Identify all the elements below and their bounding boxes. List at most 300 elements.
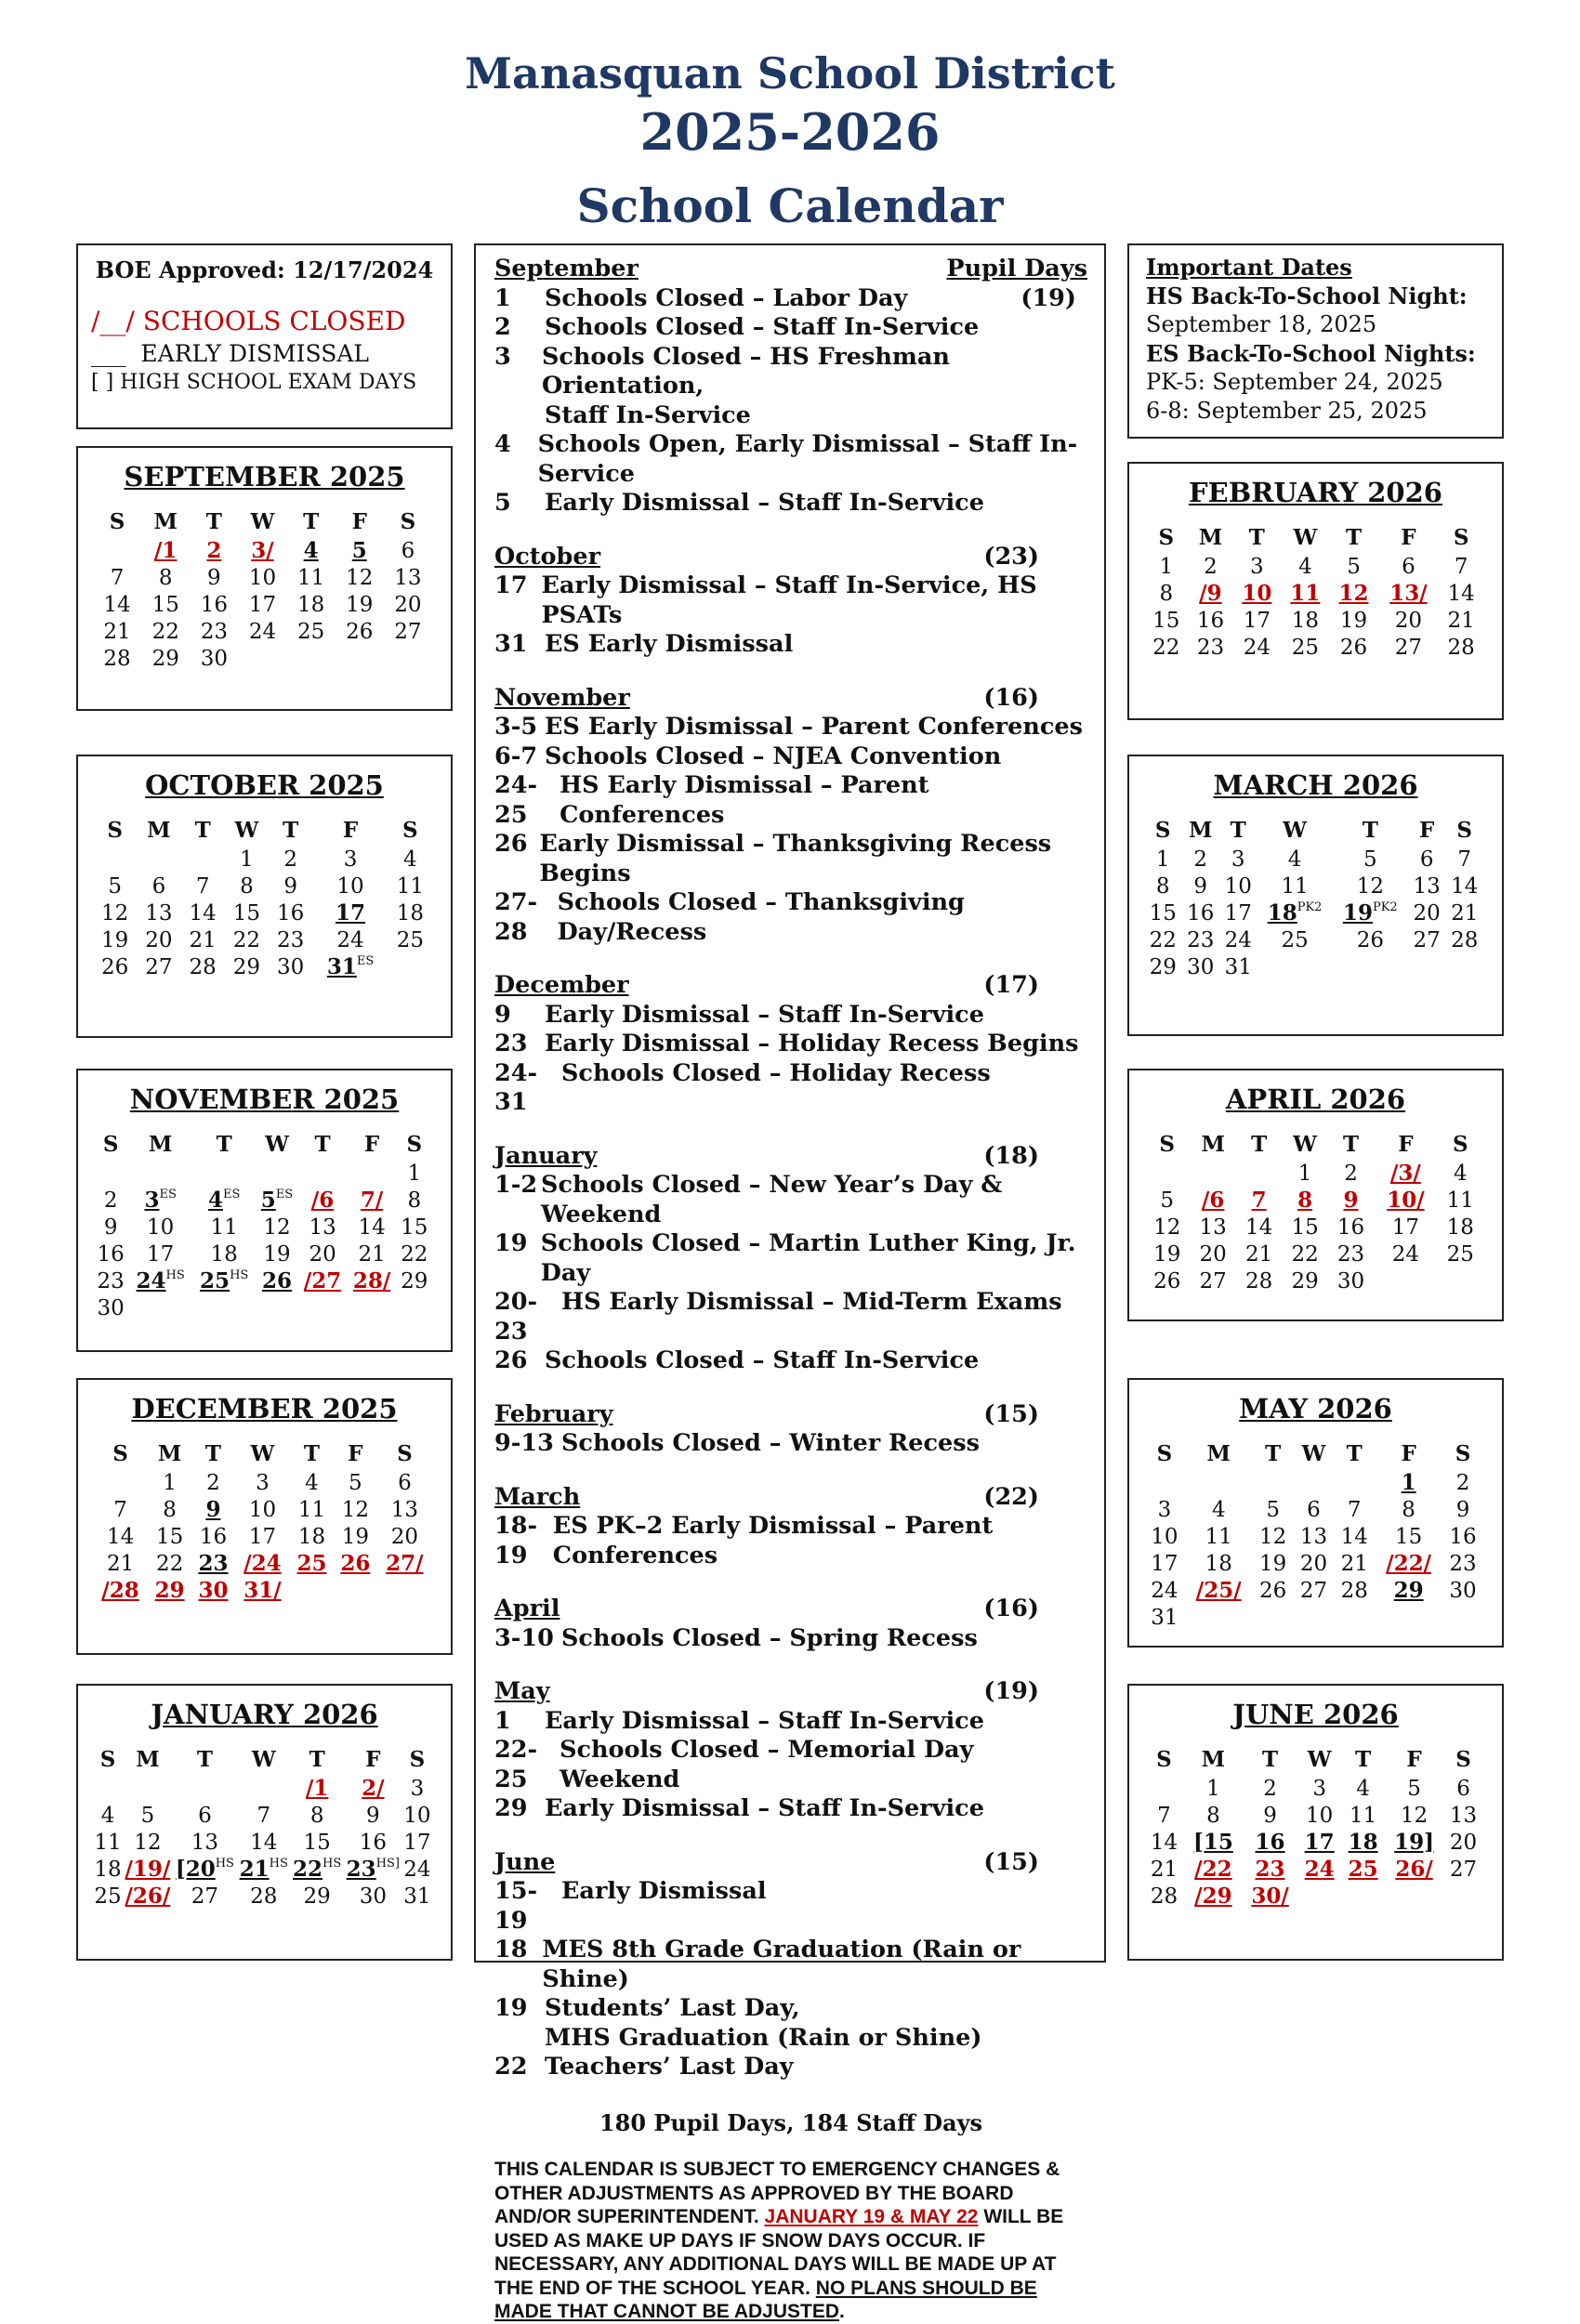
event-date: 29 <box>494 1794 528 1822</box>
day-cell <box>1190 1187 1235 1214</box>
day-number: /6 <box>1201 1188 1225 1213</box>
day-number: 12 <box>1338 581 1369 606</box>
notice-notice-end: . <box>839 2301 845 2322</box>
day-number: 4 <box>303 538 319 563</box>
month-section-may <box>494 1677 1087 1824</box>
week-row <box>1144 846 1483 873</box>
event-row <box>494 1229 1087 1288</box>
event-date: 19 <box>494 1994 528 2022</box>
month-calendar-title: MAY 2026 <box>1239 1393 1392 1425</box>
event-row <box>494 1624 1087 1654</box>
day-cell: 17 <box>403 1830 431 1855</box>
event-description: Schools Closed – New Year’s Day & Weekend <box>541 1171 1003 1228</box>
week-row <box>93 564 432 591</box>
day-cell <box>1375 1604 1442 1631</box>
weekday-label: F <box>1401 1440 1416 1466</box>
event-date: 27-28 <box>494 888 538 946</box>
day-cell <box>93 846 137 873</box>
weekday-label: T <box>1261 1746 1279 1772</box>
day-cell: 1 <box>240 847 254 872</box>
weekday-label: T <box>1355 1746 1372 1772</box>
day-number: 8 <box>1297 1188 1313 1213</box>
day-cell <box>1243 1883 1297 1910</box>
events-box <box>474 243 1106 2322</box>
day-cell <box>298 1267 348 1294</box>
month-calendar-december-2025 <box>76 1378 453 1655</box>
day-cell: 13 <box>394 565 422 590</box>
day-cell: 5 <box>1347 554 1361 579</box>
event-date: 1 <box>494 283 511 312</box>
week-row <box>93 1187 432 1214</box>
legend-early: ___ EARLY DISMISSAL <box>91 340 369 367</box>
day-cell: 21 <box>1451 900 1479 926</box>
weekday-label: T <box>1265 1440 1282 1466</box>
event-row <box>494 830 1087 888</box>
day-cell: 18 <box>297 1524 326 1549</box>
weekday-label: T <box>303 508 320 534</box>
day-number: 23 <box>1255 1857 1285 1882</box>
event-row <box>494 284 1087 314</box>
day-cell: 5 <box>1407 1776 1421 1801</box>
day-superscript: ES <box>356 954 375 968</box>
day-cell: 15 <box>155 1524 184 1549</box>
day-cell: 20 <box>394 592 422 617</box>
event-description: Staff In-Service <box>545 400 751 429</box>
day-cell: 29 <box>151 646 179 671</box>
day-cell: 17 <box>1224 900 1252 926</box>
event-description: Schools Closed – Labor Day <box>545 283 908 312</box>
day-number: 10 <box>1242 581 1272 606</box>
day-cell: 14 <box>106 1524 135 1549</box>
day-cell: 4 <box>100 1803 115 1828</box>
event-row <box>494 1736 1087 1794</box>
day-cell: 6 <box>398 1470 412 1495</box>
day-cell <box>192 1187 257 1214</box>
day-number: 13/ <box>1389 581 1428 606</box>
day-number: 25 <box>1348 1857 1378 1882</box>
day-cell: 28 <box>1340 1578 1368 1603</box>
event-date: 3-10 <box>494 1623 554 1652</box>
day-cell <box>1385 1856 1443 1883</box>
day-cell: 5 <box>1363 847 1377 872</box>
day-cell <box>235 1550 290 1577</box>
event-row <box>494 630 1087 660</box>
event-row <box>494 1288 1087 1346</box>
week-row <box>1144 953 1483 980</box>
weekday-label: M <box>157 1440 182 1466</box>
day-cell <box>173 1856 237 1883</box>
month-calendar-april-2026 <box>1127 1069 1504 1321</box>
event-description: ES PK–2 Early Dismissal – Parent Conferences <box>552 1512 994 1569</box>
day-cell <box>141 537 190 564</box>
month-heading <box>494 1483 1087 1513</box>
month-section-june <box>494 1848 1087 2082</box>
month-grid <box>1144 814 1483 980</box>
day-cell: 27 <box>191 1884 219 1909</box>
day-cell <box>1185 1469 1253 1496</box>
day-number: 17 <box>1304 1830 1335 1855</box>
event-description: Early Dismissal – Thanksgiving Recess Begins <box>539 830 1052 887</box>
day-cell: 1 <box>163 1470 177 1495</box>
day-cell: 19 <box>346 592 374 617</box>
day-cell <box>1144 1160 1190 1187</box>
week-row <box>93 537 432 564</box>
day-superscript: ES <box>222 1188 241 1201</box>
event-description: Schools Closed – Staff In-Service <box>545 313 980 341</box>
weekday-label: M <box>147 817 171 843</box>
month-name: June <box>494 1847 556 1876</box>
day-cell: 15 <box>1149 900 1177 926</box>
day-cell: 24 <box>403 1857 431 1882</box>
week-row <box>93 873 432 899</box>
day-cell: 29 <box>401 1268 428 1293</box>
day-number: 5 <box>260 1188 276 1213</box>
week-row <box>93 1214 432 1241</box>
day-cell <box>1253 1469 1294 1496</box>
day-cell <box>312 899 388 926</box>
day-cell <box>1232 580 1281 607</box>
day-cell <box>1445 953 1483 980</box>
day-number: 2 <box>206 538 222 563</box>
day-cell: 14 <box>1150 1830 1178 1855</box>
day-number: 2/ <box>362 1776 385 1801</box>
day-cell: 25 <box>296 619 325 644</box>
day-cell: 6 <box>151 873 166 899</box>
day-cell: 18 <box>296 592 325 617</box>
day-cell: 17 <box>1391 1215 1420 1240</box>
event-date: 31 <box>494 630 528 658</box>
week-row <box>1144 580 1483 607</box>
day-cell <box>128 1187 192 1214</box>
day-cell: 10 <box>336 873 364 899</box>
day-superscript: HS <box>230 1268 249 1282</box>
day-cell <box>173 1775 237 1802</box>
month-grid <box>93 1128 432 1321</box>
day-number: 22 <box>293 1857 323 1882</box>
day-cell <box>348 1187 397 1214</box>
day-cell: 2 <box>103 1188 118 1213</box>
day-cell: 26 <box>1153 1268 1181 1293</box>
day-cell: 25 <box>1281 927 1309 952</box>
day-cell: 21 <box>1150 1857 1178 1882</box>
day-cell: 8 <box>1206 1803 1220 1828</box>
day-cell <box>191 1577 235 1604</box>
day-cell: 2 <box>1263 1776 1277 1801</box>
weekday-header <box>93 1128 432 1160</box>
weekday-label: T <box>1346 1440 1363 1466</box>
event-row <box>494 1512 1087 1570</box>
day-cell: 31 <box>403 1884 431 1909</box>
day-cell: 28 <box>103 646 131 671</box>
day-cell: 7 <box>110 565 125 590</box>
day-cell <box>93 537 141 564</box>
event-row <box>494 343 1087 401</box>
day-superscript: PK2 <box>1372 900 1398 914</box>
weekday-label: F <box>348 1440 363 1466</box>
day-cell: 20 <box>390 1524 419 1549</box>
day-cell: 21 <box>1340 1551 1368 1576</box>
day-cell: 19 <box>100 927 129 952</box>
day-cell <box>377 1550 432 1577</box>
day-cell: 17 <box>248 1524 277 1549</box>
week-row <box>1144 634 1483 661</box>
month-heading <box>494 255 1087 284</box>
day-number: 7 <box>1251 1188 1267 1213</box>
day-cell: 30 <box>1336 1268 1365 1293</box>
day-cell: 28 <box>1150 1884 1178 1909</box>
weekday-label: M <box>153 508 178 534</box>
day-cell <box>1438 1267 1483 1294</box>
day-cell: 22 <box>155 1551 184 1576</box>
weekday-label: S <box>1455 1440 1471 1466</box>
day-number: /6 <box>310 1188 335 1213</box>
day-cell: 30 <box>97 1295 125 1320</box>
day-cell: 11 <box>396 873 424 899</box>
weekday-label: S <box>112 1440 128 1466</box>
day-cell: 2 <box>1204 554 1218 579</box>
day-cell: 9 <box>1263 1803 1277 1828</box>
month-name: May <box>494 1677 550 1705</box>
event-date: 22-25 <box>494 1736 538 1793</box>
day-cell: 10 <box>1224 873 1252 899</box>
month-calendar-november-2025 <box>76 1069 453 1352</box>
day-cell <box>287 537 336 564</box>
day-cell <box>384 645 432 672</box>
day-cell <box>1294 1469 1335 1496</box>
day-cell: 4 <box>403 847 417 872</box>
day-superscript: PK2 <box>1297 900 1323 914</box>
day-cell <box>256 1187 297 1214</box>
weekday-label: S <box>102 1131 119 1157</box>
day-cell <box>1329 580 1377 607</box>
event-description: Schools Closed – NJEA Convention <box>545 742 1002 770</box>
day-cell: 24 <box>248 619 277 644</box>
day-cell: 10 <box>147 1215 175 1240</box>
pupil-days-count: (15) <box>983 1847 1039 1876</box>
day-cell <box>1297 1856 1341 1883</box>
day-cell: 9 <box>1455 1497 1470 1522</box>
event-description: Early Dismissal – Staff In-Service <box>545 1794 984 1822</box>
day-cell: 14 <box>103 592 131 617</box>
month-calendar-january-2026 <box>76 1684 453 1961</box>
day-cell <box>128 1160 192 1187</box>
day-cell: 23 <box>1336 1241 1365 1267</box>
day-cell <box>298 1160 348 1187</box>
weekday-header <box>1144 521 1483 553</box>
weekday-label: F <box>363 1131 380 1157</box>
pupil-days-count: (18) <box>983 1141 1039 1170</box>
weekday-label: S <box>1158 524 1175 550</box>
event-description: Schools Closed – Holiday Recess <box>561 1058 991 1087</box>
month-grid <box>1144 521 1483 661</box>
event-row <box>494 1346 1087 1376</box>
day-cell <box>192 1294 257 1321</box>
day-cell: 27 <box>394 619 422 644</box>
day-cell: 31 <box>1224 954 1252 979</box>
event-description: Schools Closed – Staff In-Service <box>545 1346 980 1374</box>
day-superscript: HS <box>323 1857 342 1871</box>
day-cell: 26 <box>1356 927 1384 952</box>
day-cell: 13 <box>191 1830 219 1855</box>
event-description: ES Early Dismissal – Parent Conferences <box>545 713 1083 741</box>
day-cell: 10 <box>1306 1803 1334 1828</box>
day-number: /25/ <box>1195 1578 1242 1603</box>
day-cell: 9 <box>1193 873 1208 899</box>
day-cell: 11 <box>1205 1524 1232 1549</box>
weekday-label: W <box>1301 1440 1326 1466</box>
month-section-november <box>494 684 1087 948</box>
weekday-label: S <box>109 508 125 534</box>
weekday-label: F <box>1398 1131 1414 1157</box>
week-row <box>1144 873 1483 899</box>
day-cell: 13 <box>1413 873 1441 899</box>
day-cell: 22 <box>151 619 179 644</box>
day-cell <box>1189 580 1233 607</box>
day-number: 10/ <box>1387 1188 1425 1213</box>
month-calendar-june-2026 <box>1127 1684 1504 1961</box>
day-cell: 10 <box>1151 1524 1178 1549</box>
day-cell: 3 <box>256 1470 270 1495</box>
day-cell <box>1375 1550 1442 1577</box>
event-date: 19 <box>494 1229 528 1257</box>
day-number: /9 <box>1199 581 1222 606</box>
month-calendar-february-2026 <box>1127 462 1504 720</box>
event-date: 2 <box>494 313 511 341</box>
day-superscript: ES <box>275 1188 294 1201</box>
day-cell: 7 <box>1454 554 1468 579</box>
day-cell: 8 <box>1159 581 1174 606</box>
event-row <box>494 430 1087 489</box>
day-cell: 3 <box>1312 1776 1326 1801</box>
day-number: 4 <box>207 1188 223 1213</box>
week-row <box>1144 1523 1483 1550</box>
day-cell: 25 <box>1291 635 1320 660</box>
event-description: Early Dismissal <box>561 1877 767 1905</box>
day-cell: 29 <box>1149 954 1177 979</box>
day-cell <box>1184 1883 1243 1910</box>
week-row <box>1144 1577 1483 1604</box>
day-cell: 2 <box>1344 1161 1358 1186</box>
day-cell: 1 <box>1155 847 1170 872</box>
day-cell <box>312 953 388 980</box>
boe-approved: BOE Approved: 12/17/2024 <box>95 256 434 283</box>
day-number: 25 <box>200 1268 230 1293</box>
legend-box <box>76 243 453 429</box>
month-name: November <box>494 683 630 712</box>
day-number: /28 <box>101 1578 139 1603</box>
day-cell <box>1185 1577 1253 1604</box>
day-cell: 22 <box>1149 927 1177 952</box>
month-calendar-title: OCTOBER 2025 <box>145 769 384 801</box>
event-date: 26 <box>494 1346 528 1374</box>
week-row <box>93 618 432 645</box>
event-date: 4 <box>494 430 511 458</box>
week-row <box>93 953 432 980</box>
day-cell <box>298 1294 348 1321</box>
day-cell: 11 <box>1446 1188 1474 1213</box>
week-row <box>1144 1469 1483 1496</box>
day-cell: 28 <box>1447 635 1475 660</box>
day-cell: 14 <box>250 1830 278 1855</box>
weekday-label: F <box>1419 817 1435 843</box>
day-cell: 28 <box>1451 927 1479 952</box>
day-number: /22/ <box>1386 1551 1432 1576</box>
week-row <box>1144 1214 1483 1241</box>
day-cell: 8 <box>309 1803 324 1828</box>
day-cell <box>377 1577 432 1604</box>
month-section-april <box>494 1595 1087 1653</box>
week-row <box>1144 1775 1483 1802</box>
day-cell <box>348 1267 397 1294</box>
month-calendar-title: APRIL 2026 <box>1225 1083 1406 1115</box>
event-row <box>494 2053 1087 2082</box>
day-cell: 3 <box>343 847 358 872</box>
day-cell: 5 <box>108 873 122 899</box>
week-row <box>1144 899 1483 926</box>
day-cell: 15 <box>303 1830 331 1855</box>
day-cell <box>1375 1577 1442 1604</box>
event-row <box>494 401 1087 431</box>
weekday-label: T <box>1362 817 1378 843</box>
day-cell: 14 <box>1447 581 1475 606</box>
day-number: 1 <box>1401 1470 1416 1495</box>
day-number: 31 <box>326 954 357 979</box>
event-description: Schools Open, Early Dismissal – Staff In-Service <box>537 430 1078 488</box>
event-description: Early Dismissal – Staff In-Service <box>545 489 984 517</box>
weekday-header <box>1144 1128 1483 1160</box>
event-date: 23 <box>494 1030 528 1057</box>
day-cell: 24 <box>336 927 364 952</box>
day-cell: 28 <box>1244 1268 1273 1293</box>
weekday-label: T <box>309 1746 325 1772</box>
week-row <box>93 1267 432 1294</box>
day-cell <box>1374 1187 1437 1214</box>
event-description: Early Dismissal – Holiday Recess Begins <box>545 1030 1079 1057</box>
day-cell: 3 <box>1250 554 1264 579</box>
day-cell: 13 <box>309 1215 336 1240</box>
notice-notice-red: JANUARY 19 & MAY 22 <box>764 2206 979 2227</box>
day-cell <box>388 953 432 980</box>
pupil-days-summary: 180 Pupil Days, 184 Staff Days <box>599 2108 983 2136</box>
week-row <box>1144 1241 1483 1267</box>
event-description: MES 8th Grade Graduation (Rain or Shine) <box>542 1936 1021 1993</box>
month-section-september <box>494 255 1087 519</box>
day-cell <box>235 1577 290 1604</box>
pupil-days-count: (19) <box>983 1677 1039 1705</box>
day-number: 26 <box>340 1551 371 1576</box>
day-cell: 16 <box>359 1830 387 1855</box>
week-row <box>1144 1604 1483 1631</box>
month-grid <box>93 506 432 672</box>
day-number: /27 <box>303 1268 342 1293</box>
day-cell <box>1282 1187 1327 1214</box>
day-cell: 29 <box>1291 1268 1319 1293</box>
weekday-label: W <box>251 1746 276 1772</box>
weekday-label: F <box>365 1746 381 1772</box>
day-cell: 11 <box>296 565 325 590</box>
event-date: 20-23 <box>494 1288 538 1346</box>
day-cell: 12 <box>100 900 129 926</box>
day-cell: 4 <box>1298 554 1312 579</box>
day-cell: 30 <box>1449 1578 1477 1603</box>
day-cell: 19 <box>1153 1241 1181 1267</box>
event-row <box>494 771 1087 830</box>
day-cell <box>123 1856 173 1883</box>
weekday-label: S <box>397 1440 413 1466</box>
day-cell: 22 <box>232 927 261 952</box>
month-heading <box>494 971 1087 1001</box>
day-cell: 24 <box>1224 927 1252 952</box>
